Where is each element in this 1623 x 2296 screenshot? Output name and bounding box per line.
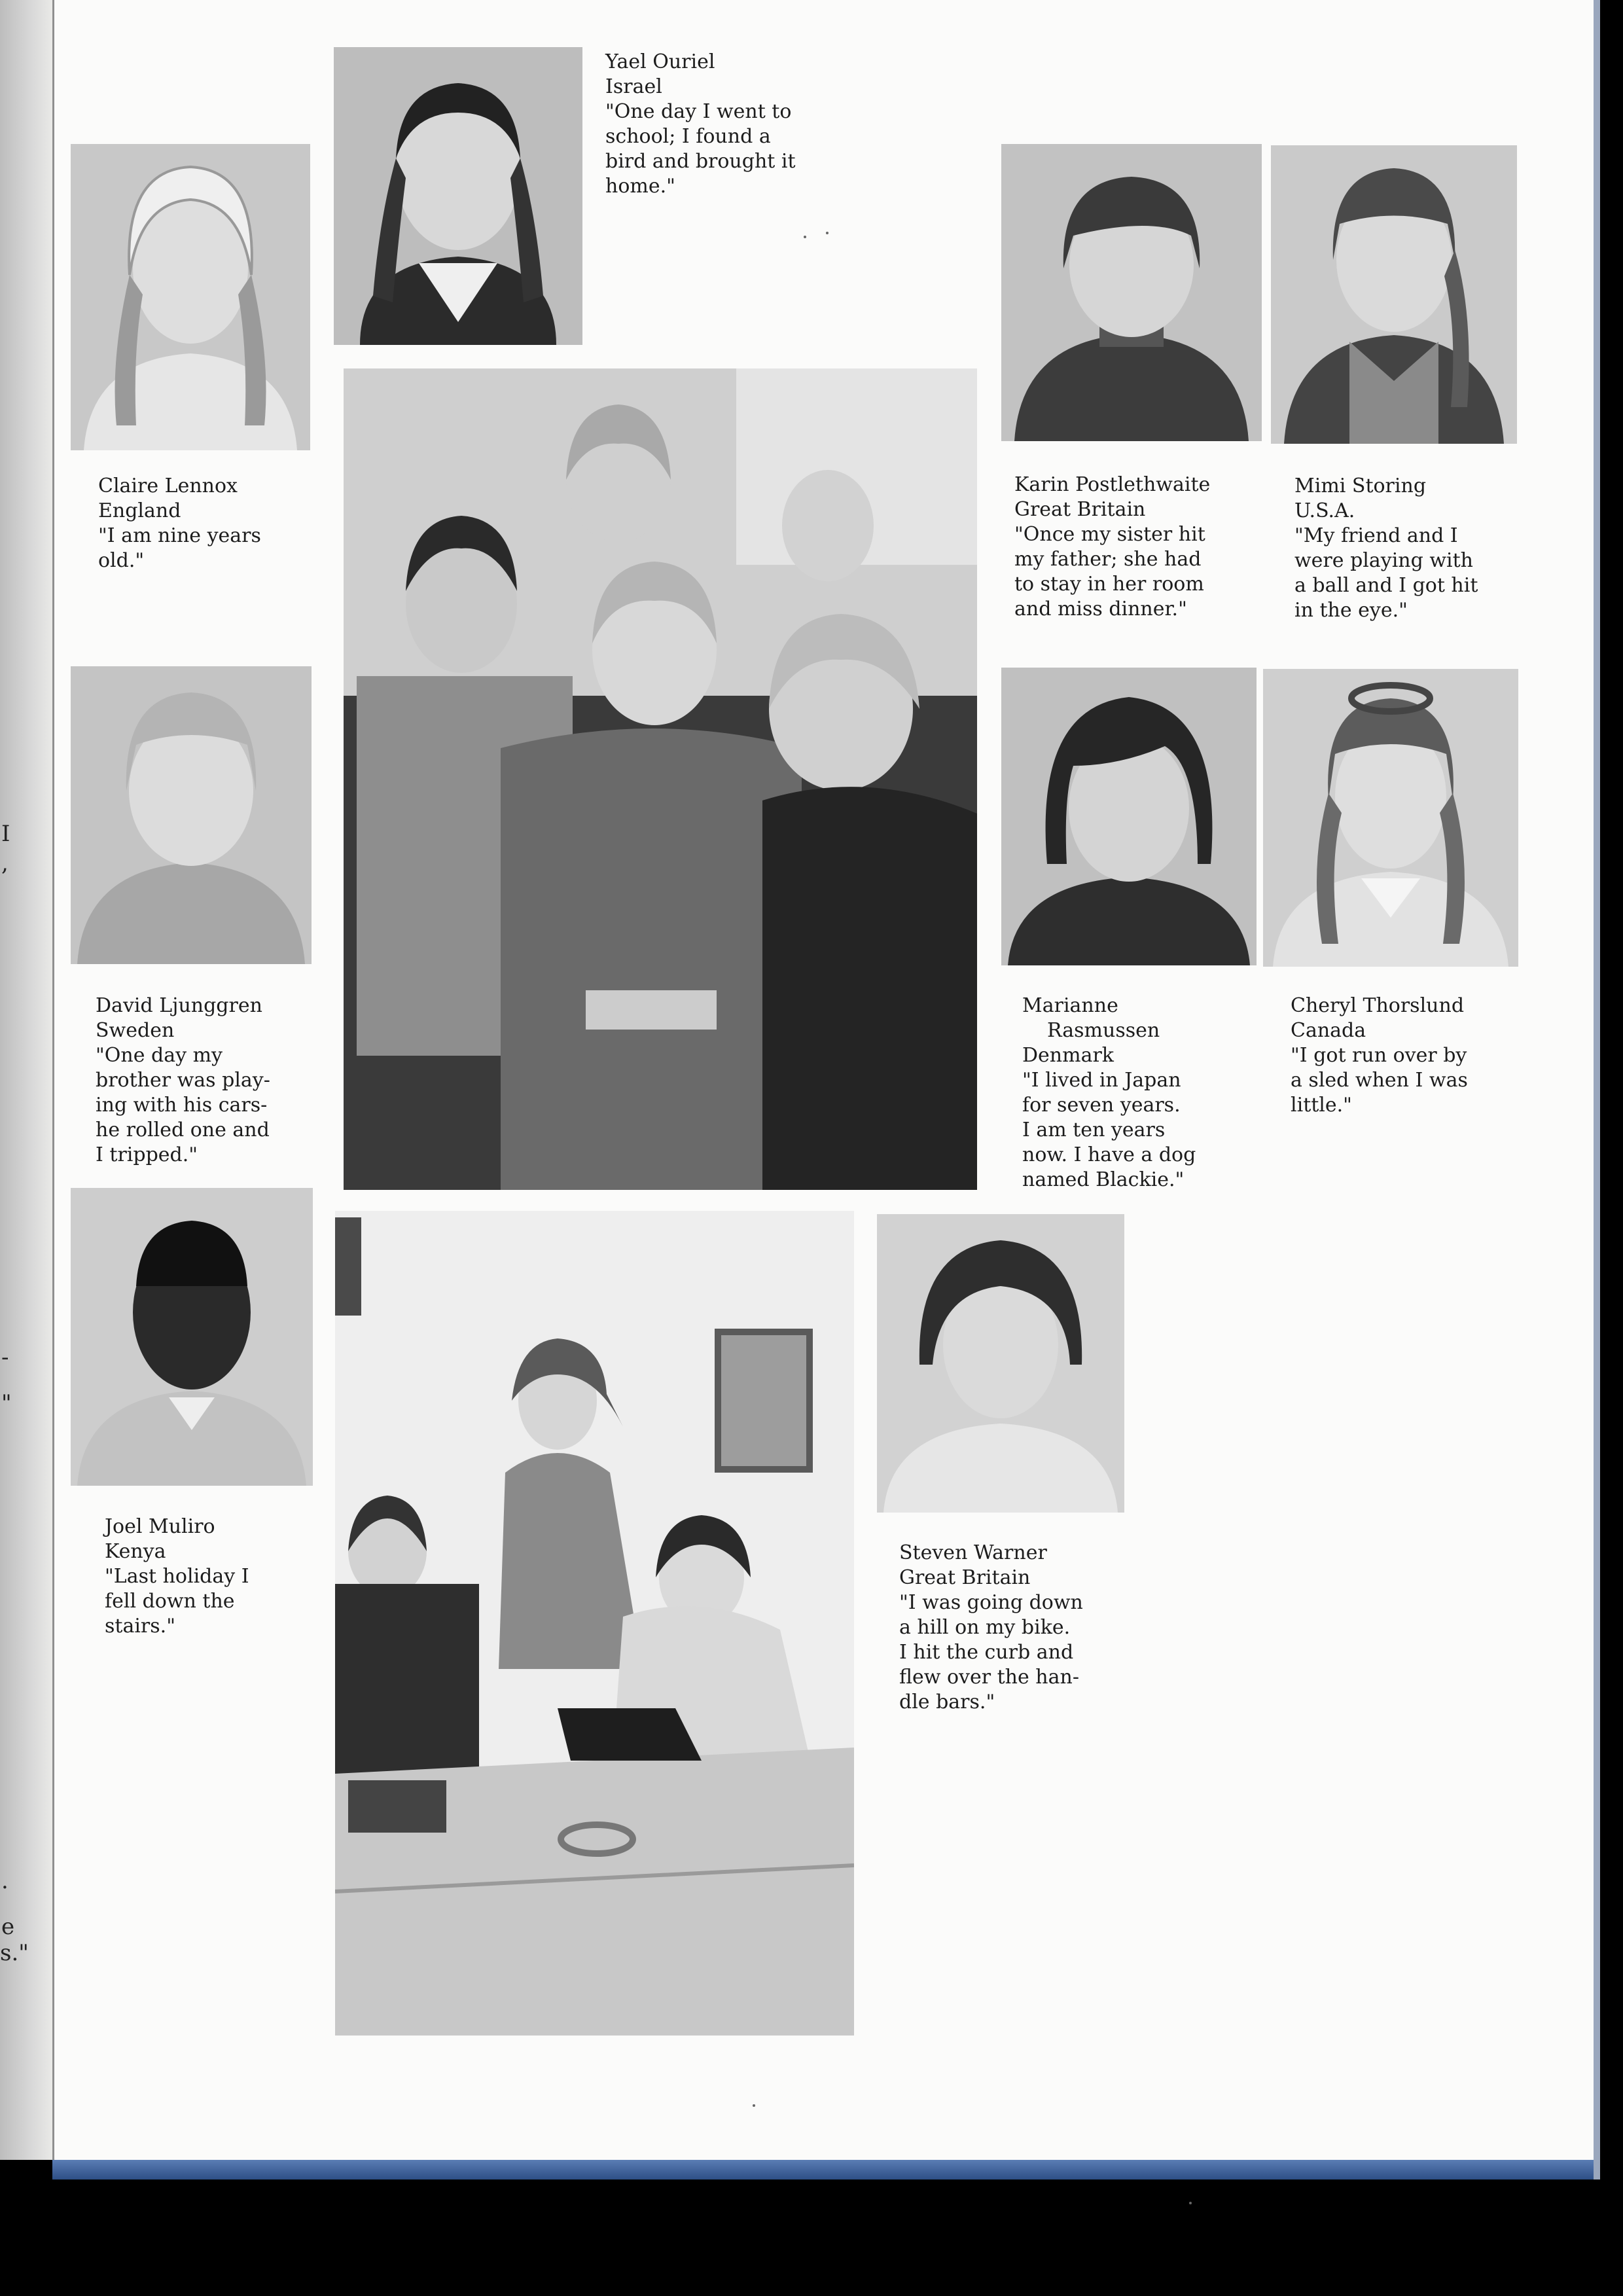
- student-quote-line: "Once my sister hit: [1014, 523, 1205, 546]
- print-speck: [804, 236, 806, 238]
- portrait-photo-karin: [1001, 144, 1262, 441]
- portrait-photo-marianne: [1001, 668, 1257, 965]
- student-quote-line: for seven years.: [1022, 1094, 1181, 1117]
- student-quote-line: in the eye.": [1294, 599, 1408, 622]
- student-country: Great Britain: [899, 1566, 1031, 1589]
- student-quote-line: flew over the han-: [899, 1666, 1079, 1689]
- student-quote-line: and miss dinner.": [1014, 598, 1187, 620]
- previous-page-fragment: I: [1, 821, 10, 847]
- portrait-photo-claire: [71, 144, 310, 450]
- caption-marianne: [1022, 994, 1196, 1193]
- student-quote-line: old.": [98, 549, 145, 572]
- previous-page-fragment: ,: [1, 850, 9, 876]
- student-name: Joel Muliro: [105, 1515, 215, 1538]
- group-image: [344, 368, 977, 1190]
- student-quote-line: "I lived in Japan: [1022, 1069, 1181, 1092]
- student-quote-line: ing with his cars-: [96, 1094, 268, 1117]
- portrait-image: [1263, 669, 1518, 967]
- student-quote-line: a sled when I was: [1291, 1069, 1468, 1092]
- print-speck: [826, 232, 829, 234]
- student-country: Kenya: [105, 1540, 166, 1563]
- classroom-image: [335, 1211, 854, 2036]
- student-country: Israel: [605, 75, 662, 98]
- portrait-image: [71, 666, 312, 964]
- page-edge: [1594, 0, 1600, 2179]
- previous-page-fragment: .: [1, 1868, 9, 1894]
- student-quote-line: he rolled one and: [96, 1119, 270, 1141]
- group-photo-children: [344, 368, 977, 1190]
- caption-cheryl: [1291, 994, 1468, 1118]
- previous-page-edge: [0, 0, 54, 2160]
- portrait-image: [71, 1188, 313, 1486]
- portrait-photo-david: [71, 666, 312, 964]
- student-quote-line: a ball and I got hit: [1294, 574, 1478, 597]
- caption-david: [96, 994, 270, 1168]
- student-quote-line: fell down the: [105, 1590, 235, 1613]
- caption-karin: [1014, 473, 1210, 622]
- student-quote-line: "One day my: [96, 1044, 223, 1067]
- student-quote-line: were playing with: [1294, 549, 1474, 572]
- portrait-photo-cheryl: [1263, 669, 1518, 967]
- portrait-image: [1271, 145, 1517, 444]
- classroom-photo: [335, 1211, 854, 2036]
- student-quote-line: my father; she had: [1014, 548, 1202, 571]
- student-name: Cheryl Thorslund: [1291, 994, 1465, 1017]
- student-quote-line: brother was play-: [96, 1069, 270, 1092]
- student-country: Canada: [1291, 1019, 1366, 1042]
- student-quote-line: "I am nine years: [98, 524, 261, 547]
- student-quote-line: I hit the curb and: [899, 1641, 1074, 1664]
- student-name: Karin Postlethwaite: [1014, 473, 1211, 496]
- student-quote-line: home.": [605, 175, 675, 198]
- portrait-photo-yael: [334, 47, 582, 345]
- student-quote-line: school; I found a: [605, 125, 771, 148]
- portrait-image: [334, 47, 582, 345]
- student-quote-line: I tripped.": [96, 1143, 198, 1166]
- caption-mimi: [1294, 474, 1478, 623]
- portrait-image: [1001, 144, 1262, 441]
- student-country: Denmark: [1022, 1044, 1114, 1067]
- student-quote-line: "I got run over by: [1291, 1044, 1467, 1067]
- portrait-image: [71, 144, 310, 450]
- student-quote-line: "I was going down: [899, 1591, 1083, 1614]
- student-quote-line: little.": [1291, 1094, 1352, 1117]
- print-speck: [753, 2104, 755, 2107]
- student-quote-line: "My friend and I: [1294, 524, 1458, 547]
- student-name-continued: Rasmussen: [1047, 1019, 1160, 1042]
- student-quote-line: "One day I went to: [605, 100, 792, 123]
- caption-joel: [105, 1515, 249, 1639]
- previous-page-fragment: s.": [0, 1940, 29, 1966]
- print-speck: [1189, 2202, 1192, 2204]
- student-quote-line: named Blackie.": [1022, 1168, 1185, 1191]
- student-quote-line: bird and brought it: [605, 150, 796, 173]
- student-quote-line: now. I have a dog: [1022, 1143, 1196, 1166]
- book-binding: [52, 2160, 1597, 2179]
- student-quote-line: to stay in her room: [1014, 573, 1204, 596]
- student-name: Steven Warner: [899, 1541, 1047, 1564]
- previous-page-fragment: ": [1, 1390, 12, 1416]
- student-quote-line: "Last holiday I: [105, 1565, 249, 1588]
- student-country: U.S.A.: [1294, 499, 1355, 522]
- student-quote-line: a hill on my bike.: [899, 1616, 1071, 1639]
- portrait-image: [877, 1214, 1124, 1513]
- student-quote-line: I am ten years: [1022, 1119, 1166, 1141]
- student-name: Marianne: [1022, 994, 1118, 1017]
- student-quote-line: dle bars.": [899, 1691, 995, 1713]
- caption-claire: [98, 474, 261, 573]
- previous-page-fragment: -: [1, 1344, 9, 1371]
- portrait-photo-mimi: [1271, 145, 1517, 444]
- student-country: Sweden: [96, 1019, 175, 1042]
- student-country: Great Britain: [1014, 498, 1146, 521]
- caption-yael: [605, 50, 796, 199]
- previous-page-fragment: e: [1, 1914, 15, 1940]
- student-name: Claire Lennox: [98, 475, 238, 497]
- student-name: David Ljunggren: [96, 994, 262, 1017]
- student-country: England: [98, 499, 181, 522]
- portrait-photo-joel: [71, 1188, 313, 1486]
- student-quote-line: stairs.": [105, 1615, 176, 1638]
- caption-steven: [899, 1541, 1083, 1715]
- student-name: Mimi Storing: [1294, 475, 1427, 497]
- portrait-photo-steven: [877, 1214, 1124, 1513]
- portrait-image: [1001, 668, 1257, 965]
- student-name: Yael Ouriel: [605, 50, 715, 73]
